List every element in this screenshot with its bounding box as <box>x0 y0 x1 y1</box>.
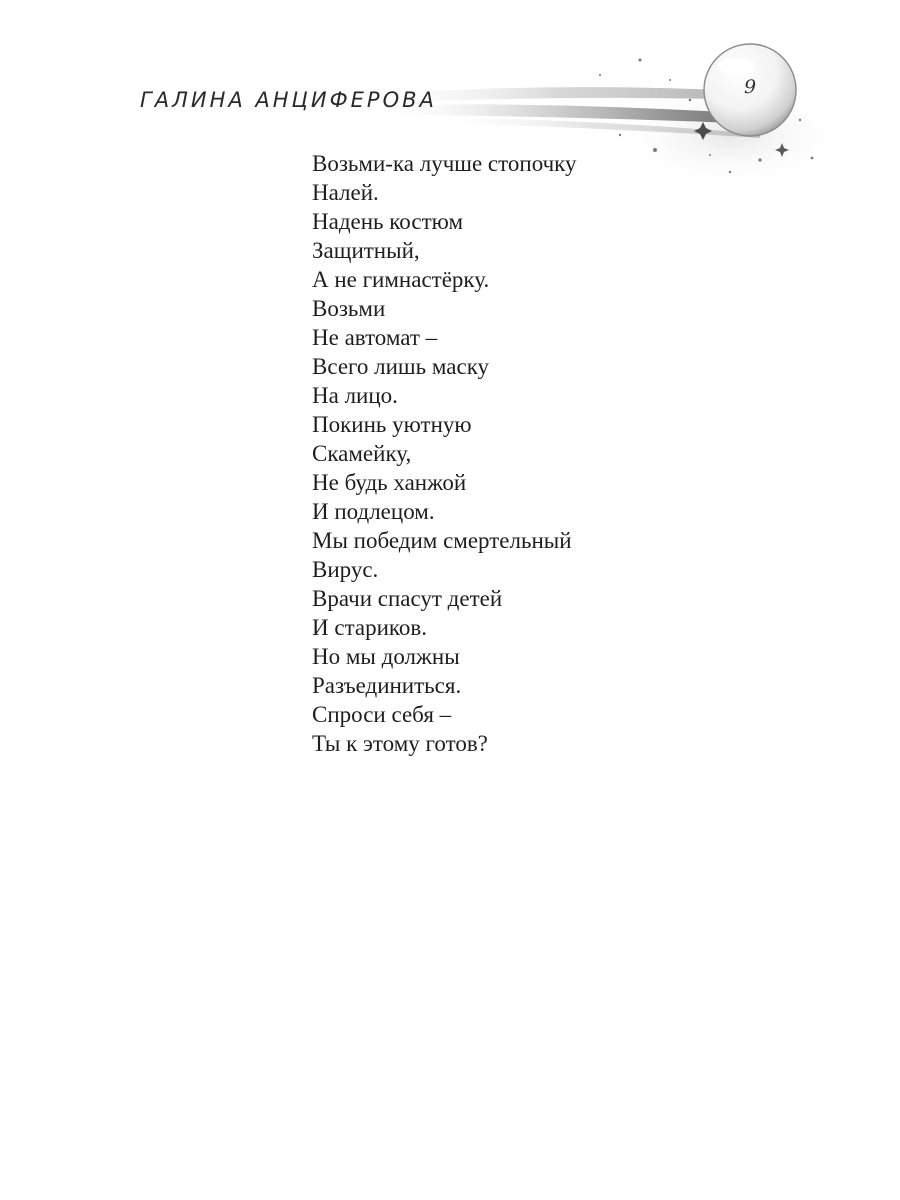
poem-line: Возьми-ка лучше стопочку <box>312 151 577 176</box>
poem-line: Защитный, <box>312 238 420 263</box>
poem-line: Но мы должны <box>312 644 460 669</box>
poem-text <box>312 149 577 758</box>
poem-line: Спроси себя – <box>312 702 452 727</box>
poem-line: А не гимнастёрку. <box>312 267 490 292</box>
poem-line: И подлецом. <box>312 499 435 524</box>
poem-line: На лицо. <box>312 383 398 408</box>
poem-line: Надень костюм <box>312 209 464 234</box>
page-number: 9 <box>743 76 757 98</box>
poem-line: Возьми <box>312 296 386 321</box>
author-name: ГАЛИНА АНЦИФЕРОВА <box>140 88 437 112</box>
poem-line: Не автомат – <box>312 325 438 350</box>
poem-line: Скамейку, <box>312 441 412 466</box>
poem-line: И стариков. <box>312 615 428 640</box>
poem-line: Покинь уютную <box>312 412 472 437</box>
poem-line: Налей. <box>312 180 379 205</box>
poem-line: Не будь ханжой <box>312 470 467 495</box>
poem-line: Разъединиться. <box>312 673 462 698</box>
poem-line: Мы победим смертельный <box>312 528 572 553</box>
poem-line: Вирус. <box>312 557 379 582</box>
poem-line: Всего лишь маску <box>312 354 490 379</box>
poem-line: Врачи спасут детей <box>312 586 503 611</box>
poem-line: Ты к этому готов? <box>312 731 488 756</box>
